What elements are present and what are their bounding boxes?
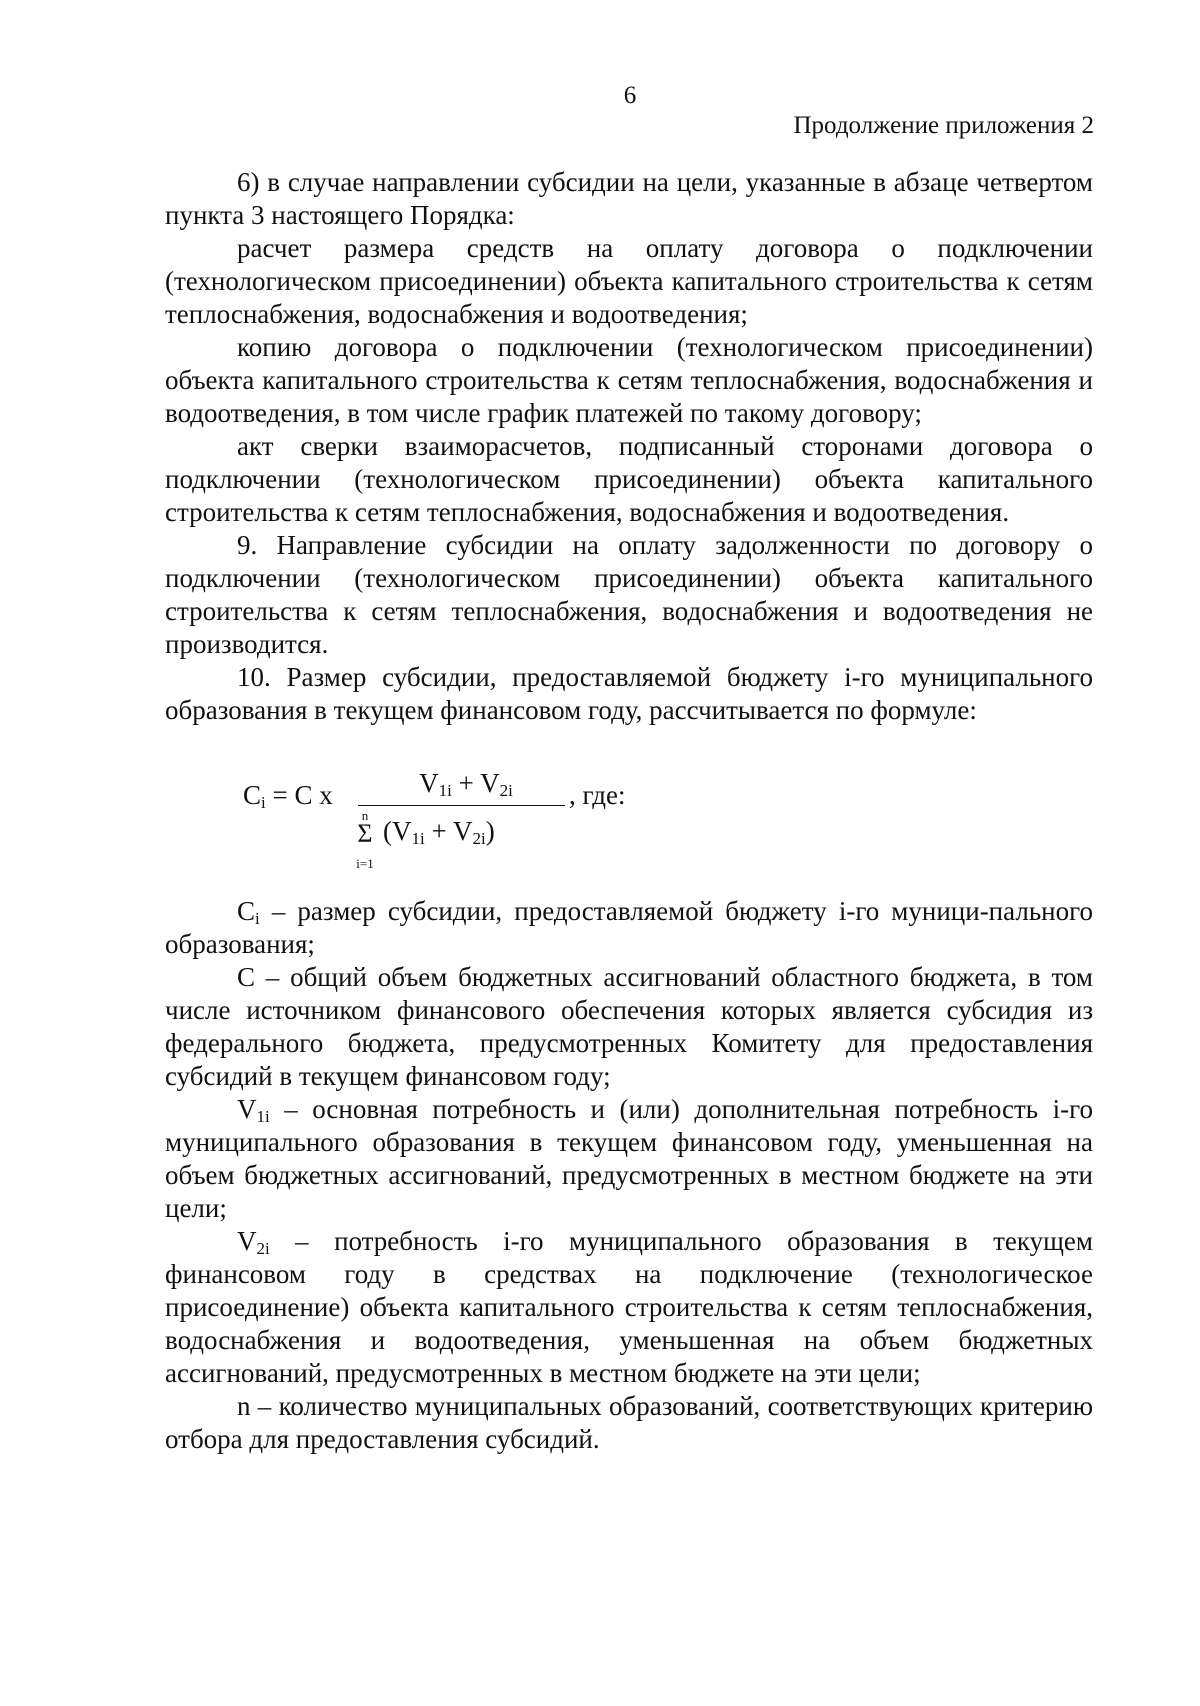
- sigma-icon: Σ: [357, 819, 373, 848]
- denominator-sub2: 2i: [472, 829, 486, 848]
- paragraph-contract-copy: копию договора о подключении (технологическом присоединении) объекта капитального строительства к сетям теплоснабжения, водоснабжения и водоотведения, в том числе график платежей по такому договору;: [165, 332, 1093, 428]
- definition-text: – потребность i-го муниципального образования в текущем финансовом году в средствах на подключение (технологическое присоединение) объекта капитального строительства к сетям теплоснабжения, водоснабжения и водоотведения, уменьшенная на объем бюджетных ассигнований, предусмотренных в местном бюджете на эти цели;: [165, 1226, 1093, 1388]
- summation-symbol: [355, 809, 375, 879]
- definition-text: – основная потребность и (или) дополнительная потребность i-го муниципального образования в текущем финансовом году, уменьшенная на объем бюджетных ассигнований, предусмотренных в местном бюджете на эти цели;: [165, 1094, 1093, 1223]
- paragraph-clause-10: 10. Размер субсидии, предоставляемой бюджету i-го муниципального образования в текущем финансовом году, рассчитывается по формуле:: [165, 662, 1093, 725]
- denominator-open: (V: [383, 816, 412, 846]
- fraction-bar: [358, 805, 565, 806]
- numerator-sub1: 1i: [438, 781, 452, 800]
- paragraph-clause-9: 9. Направление субсидии на оплату задолженности по договору о подключении (технологическом присоединении) объекта капитального строительства к сетям теплоснабжения, водоснабжения и водоотведения не производится.: [165, 530, 1093, 659]
- definition-v2i: [165, 1225, 1093, 1390]
- denominator-close: ): [485, 816, 495, 846]
- definition-n: [165, 1390, 1093, 1456]
- definition-text: – количество муниципальных образований, соответствующих критерию отбора для предоставления субсидий.: [165, 1391, 1093, 1454]
- formula-lhs-symbol: C: [243, 780, 262, 810]
- definition-subscript: 1i: [256, 1107, 270, 1126]
- definition-c: [165, 961, 1093, 1093]
- sum-lower-limit: i=1: [356, 856, 374, 871]
- definition-symbol: С: [237, 962, 256, 992]
- formula-numerator: [378, 767, 554, 800]
- definition-v1i: [165, 1093, 1093, 1225]
- document-body: [165, 166, 1093, 1456]
- formula-lhs-subscript: i: [261, 793, 266, 812]
- sum-upper-limit: n: [361, 808, 369, 823]
- denominator-sub1: 1i: [411, 829, 425, 848]
- numerator-v1: V: [419, 768, 439, 798]
- subsidy-formula: [165, 727, 1093, 895]
- numerator-sub2: 2i: [499, 781, 513, 800]
- paragraph-item-6b: 6) в случае направлении субсидии на цели, указанные в абзаце четвертом пункта 3 настоящего Порядка:: [165, 167, 1093, 230]
- page-number: 6: [623, 82, 637, 109]
- paragraph-calculation: расчет размера средств на оплату договора о подключении (технологическом присоединении) объекта капитального строительства к сетям теплоснабжения, водоснабжения и водоотведения;: [165, 233, 1093, 329]
- paragraph-reconciliation-act: акт сверки взаиморасчетов, подписанный сторонами договора о подключении (технологическом присоединении) объекта капитального строительства к сетям теплоснабжения, водоснабжения и водоотведения.: [165, 431, 1093, 527]
- definition-symbol: C: [237, 896, 256, 926]
- formula-where: , где:: [569, 780, 626, 810]
- definition-text: – размер субсидии, предоставляемой бюджету i-го муници-пального образования;: [165, 896, 1093, 959]
- definition-subscript: i: [255, 909, 260, 928]
- definition-text: – общий объем бюджетных ассигнований областного бюджета, в том числе источником финансового обеспечения которых является субсидия из федерального бюджета, предусмотренных Комитету для предоставления субсидий в текущем финансовом году;: [165, 962, 1093, 1091]
- definition-ci: [165, 895, 1093, 961]
- appendix-continuation-label: Продолжение приложения 2: [793, 112, 1094, 139]
- definition-symbol: V: [237, 1094, 257, 1124]
- numerator-plus-v2: + V: [451, 768, 500, 798]
- definition-subscript: 2i: [256, 1239, 270, 1258]
- definition-symbol: n: [237, 1391, 251, 1421]
- formula-lhs: [243, 779, 333, 812]
- formula-lhs-rest: = C x: [265, 780, 333, 810]
- formula-denominator: [383, 815, 495, 848]
- definition-symbol: V: [237, 1226, 257, 1256]
- denominator-plus-v2: + V: [424, 816, 473, 846]
